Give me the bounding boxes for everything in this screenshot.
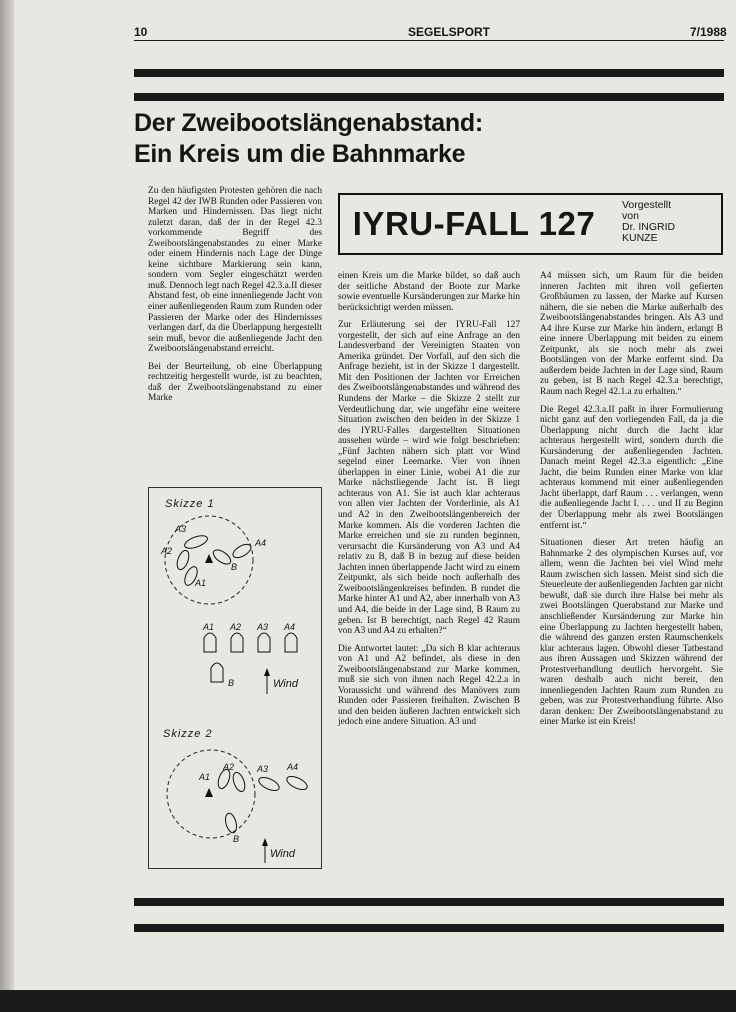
sk2-label-a2: A2: [223, 762, 235, 772]
mark-buoy: [205, 554, 213, 563]
page-binding-shadow: [0, 0, 14, 990]
author-line-3: Dr. INGRID: [622, 221, 676, 233]
boat-label-a3: A3: [175, 524, 187, 534]
row-label-a3: A3: [257, 622, 269, 632]
paragraph: Zu den häufigsten Protesten gehören die nach Regel 42 der IWB Runden oder Passieren von Marken und Hindernissen. Das liegt nicht zuletzt daran, daß der in der Regel 42.3 vorkommende Begriff des Zweibootslängenabstandes zu einer Marke oder einem Hindernis nach Lage der Dinge keine sichtbare Markierung sein kann, sondern vom Segler eingeschätzt werden muß. Dennoch legt nach Regel 42.3.a.II dieser Abstand fest, ob eine innenliegende Jacht von einer außenliegenden Raum zum Runden oder Passieren der Marke oder des Hindernisses verlangen darf, da die Überlappung hergestellt sein muß, bevor die außenliegende Jacht den Zweibootslängenabstand erreicht.: [148, 186, 322, 355]
issue-number: 7/1988: [690, 25, 727, 39]
paragraph: Zur Erläuterung sei der IYRU-Fall 127 vorgestellt, der sich auf eine Anfrage an den Landesverband der Vereinigten Staaten von Amerika gründet. Der Vorfall, auf den sich die Anfrage bezieht, ist in der Skizze 1 dargestellt. Mit den Positionen der Jachten vor Erreichen des Zweibootslängenabstandes und während des Rundens der Marke – die Skizze 2 stellt zur Verdeutlichung dar, wie ungefähr eine weitere Situation zwischen den beiden in der Skizze 1 des IYRU-Falles dargestellten Situationen aussehen würde – wird wie folgt beschrieben: „Fünf Jachten nähern sich platt vor Wind segelnd einer Leemarke. Vier von ihnen überlappen in einer Linie, wobei A1 die zur Marke nächstliegende Jacht ist. B liegt achteraus von A1. Sie ist auch klar achteraus von allen vier Jachten der Vorderlinie, als A1 und A2 in den Zweibootslängenbereich der Marke kommen. Als die vorderen Jachten die Marke erreichen und sie zu runden beginnen, verursacht die Kursänderung von A3 und A4 relativ zu B, daß B in bezug auf diese beiden Jachten innen überlappende Jacht wird zu einem Zeitpunkt, als sich beide noch außerhalb des Zweibootslängenkreises befinden. B rundet die Marke hinter A1 und A2, aber innerhalb von A3 und A4, die beide in der Lage sind, B Raum zu geben. Ist B berechtigt, nach Regel 42 Raum von A3 und A4 zu erhalten?“: [338, 320, 520, 637]
paragraph: Bei der Beurteilung, ob eine Überlappung rechtzeitig hergestellt wurde, ist zu beachten, daß der Zweibootslängenabstand zu einer Marke: [148, 361, 322, 404]
paragraph: Situationen dieser Art treten häufig an Bahnmarke 2 des olympischen Kurses auf, vor allem, wenn die Jachten bei viel Wind mehr Raum zwischen sich lassen. Meist sind sich die Steuerleute der außenliegenden Jachten gar nicht bewußt, daß sie durch ihre Halse bei mehr als zwei Bootslängen Querabstand zur Marke und anschließender Kursänderung zur Marke hin eine Überlappung zu Jachten hergestellt haben, die während des ganzen ersten Raumschenkels klar achteraus lagen. Obwohl dieser Tatbestand aus ihren Aussagen und Skizzen während der Protestverhandlung deutlich hervorgeht. Sie waren deshalb auch nicht bereit, den innenliegenden Jachten Raum zum Runden zu geben, was zur Protestverhandlung führte. Also daran denken: Der Zweibootslängenabstand zu einer Marke ist ein Kreis!: [540, 538, 723, 728]
headline-line-2: Ein Kreis um die Bahnmarke: [134, 140, 466, 168]
boat-label-a4: A4: [255, 538, 267, 548]
running-title: SEGELSPORT: [408, 25, 491, 39]
author-line-1: Vorgestellt: [622, 199, 672, 211]
top-rule-2: [134, 93, 724, 101]
paragraph: A4 müssen sich, um Raum für die beiden inneren Jachten mit ihren voll gefierten Großbäumen zu lassen, der Marke auf Kursen nähern, die sie neben die Marke außerhalb des Zweibootslängenabstandes bringen. Als A3 und A4 ihre Kurse zur Marke hin ändern, erlangt B eine innere Überlappung mit beiden zu einem Zeitpunkt, als sie noch mehr als zwei Bootslängen von der Marke entfernt sind. Da außerdem beide Jachten in der Lage sind, Raum zu geben, ist B nach Regel 42.3.a berechtigt, Raum nach Regel 42.1.a zu erhalten.“: [540, 271, 723, 398]
boat-label-a1: A1: [195, 578, 207, 588]
case-title: IYRU-FALL 127: [352, 205, 596, 242]
wind-label-2: Wind: [270, 848, 295, 860]
boat-a2: [175, 549, 191, 571]
author-credit: [622, 200, 722, 244]
headline: [134, 108, 714, 170]
paragraph: Die Regel 42.3.a.II paßt in ihrer Formulierung nicht ganz auf den vorliegenden Fall, da ja die Überlappung nicht durch die Jacht klar achteraus hergestellt wird, sondern durch die Kursänderung der außenliegenden Jachten. Danach meint Regel 42.3.a eigentlich: „Eine Jacht, die beim Runden einer Marke von klar achteraus kommend mit einer außenliegenden Jacht überlappt, darf Raum . . . verlangen, wenn die außenliegende Jacht I. . . . und II zu Beginn der Überlappung mehr als zwei Bootslängen entfernt ist.“: [540, 404, 723, 531]
sk2-label-a3: A3: [257, 764, 269, 774]
sketch-2-label: Skizze 2: [163, 728, 213, 740]
column-1: [148, 186, 322, 404]
row-label-a4: A4: [284, 622, 296, 632]
boat-label-a2: A2: [161, 546, 173, 556]
row-label-a1: A1: [203, 622, 215, 632]
wind-label-1: Wind: [273, 678, 298, 690]
boat-row: [204, 633, 297, 682]
row-label-b: B: [228, 678, 235, 688]
column-3: [540, 271, 723, 728]
paragraph: Die Antwortet lautet: „Da sich B klar achteraus von A1 und A2 befindet, als diese in den Zweibootslängenabstand zur Marke kommen, muß sie sich von ihnen nach Regel 42.2.a in Voraussicht und während des Manövers zum Runden oder Passieren freihalten. Zwischen B und den beiden äußeren Jachten entwickelt sich jedoch eine andere Situation. A3 und: [338, 643, 520, 728]
top-rule-1: [134, 69, 724, 77]
boat-label-b: B: [231, 562, 238, 572]
author-line-2: von: [622, 210, 639, 222]
column-2: [338, 271, 520, 728]
bottom-rule-2: [134, 924, 724, 932]
headline-line-1: Der Zweibootslängenabstand:: [134, 109, 483, 137]
paragraph: einen Kreis um die Marke bildet, so daß auch der seitliche Abstand der Boote zur Marke sowie eventuelle Kursänderungen zur Marke hin berücksichtigt werden müssen.: [338, 271, 520, 313]
case-title-box: [338, 193, 723, 255]
sketch-1-label: Skizze 1: [165, 498, 215, 510]
bottom-rule-1: [134, 898, 724, 906]
boat-b: [211, 547, 233, 567]
sk2-label-a4: A4: [287, 762, 299, 772]
row-label-a2: A2: [230, 622, 242, 632]
page-number: 10: [134, 25, 148, 39]
sketch-figure: [148, 487, 322, 869]
header-rule: [134, 40, 724, 41]
sk2-label-b: B: [233, 834, 240, 844]
boat-a3: [183, 533, 209, 551]
author-line-4: KUNZE: [622, 232, 658, 244]
sk2-label-a1: A1: [199, 772, 211, 782]
